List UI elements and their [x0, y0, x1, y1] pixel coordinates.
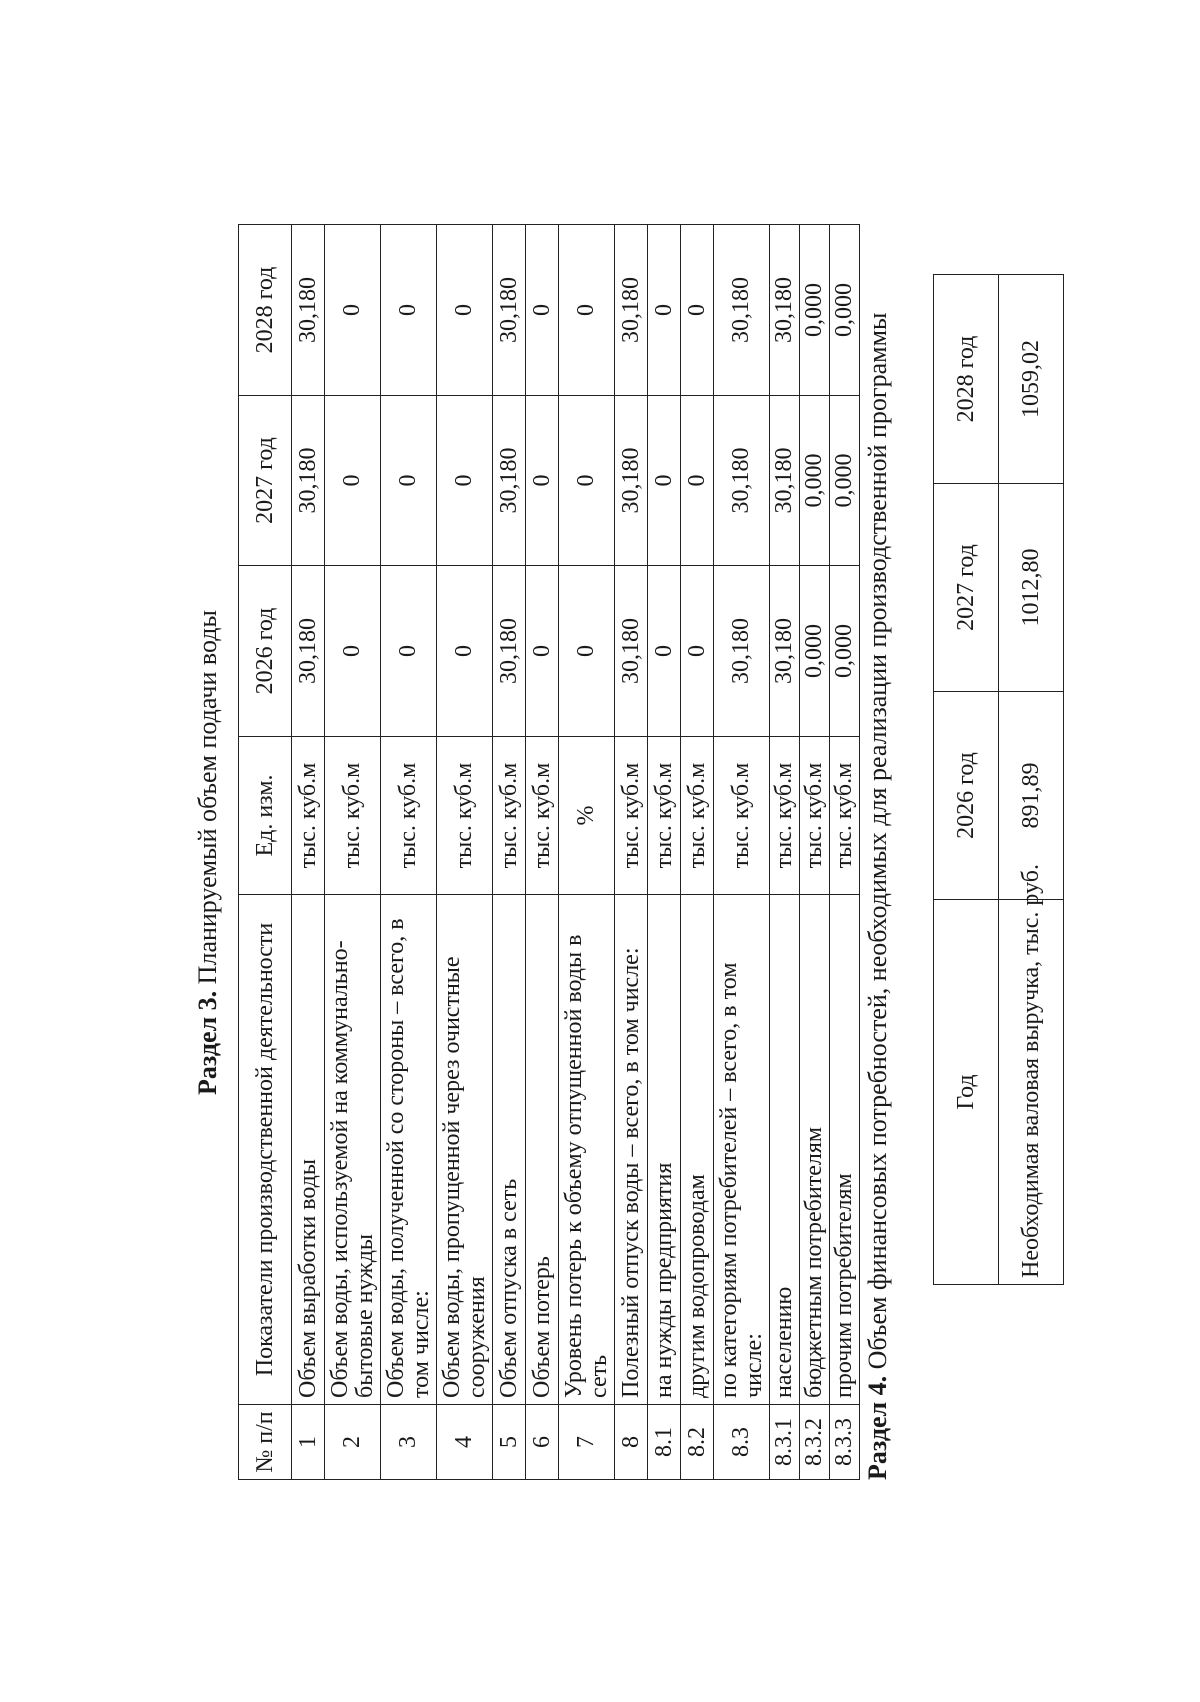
table-row	[648, 225, 681, 1480]
section4-title-number: Раздел 4.	[863, 1375, 892, 1480]
section4-title-text: Объем финансовых потребностей, необходимых для реализации производственной программы	[863, 312, 892, 1376]
row-value-2028: 0	[648, 225, 681, 396]
table-row	[714, 225, 770, 1480]
row-indicator: Объем отпуска в сеть	[493, 895, 526, 1405]
header-number: № п/п	[239, 1405, 292, 1480]
row-unit: тыс. куб.м	[526, 737, 559, 895]
row-value-2027: 0	[437, 396, 493, 566]
header-year: Год	[934, 900, 999, 1285]
row-unit: тыс. куб.м	[681, 737, 714, 895]
row-value-2027: 30,180	[493, 396, 526, 566]
row-value-2026: 30,180	[292, 566, 325, 737]
row-value-2027: 0,000	[830, 396, 860, 566]
revenue-2028: 1059,02	[999, 275, 1064, 484]
row-unit: тыс. куб.м	[770, 737, 800, 895]
row-number: 8.2	[681, 1405, 714, 1480]
row-value-2027: 0	[381, 396, 437, 566]
row-value-2027: 0	[526, 396, 559, 566]
row-value-2026: 0	[325, 566, 381, 737]
row-value-2028: 0	[381, 225, 437, 396]
row-unit: тыс. куб.м	[292, 737, 325, 895]
row-number: 8.3.3	[830, 1405, 860, 1480]
row-value-2026: 0	[526, 566, 559, 737]
row-value-2028: 0,000	[830, 225, 860, 396]
table-row	[325, 225, 381, 1480]
table-row	[800, 225, 830, 1480]
row-value-2028: 30,180	[493, 225, 526, 396]
section3-title	[193, 225, 223, 1480]
table-row	[830, 225, 860, 1480]
row-value-2028: 0	[526, 225, 559, 396]
water-supply-table	[238, 224, 860, 1480]
row-value-2028: 0	[681, 225, 714, 396]
table-header-row	[934, 275, 999, 1285]
row-value-2028: 30,180	[770, 225, 800, 396]
row-unit: тыс. куб.м	[325, 737, 381, 895]
row-value-2026: 30,180	[493, 566, 526, 737]
header-2027: 2027 год	[239, 396, 292, 566]
table-row	[493, 225, 526, 1480]
row-value-2026: 0,000	[800, 566, 830, 737]
row-indicator: Полезный отпуск воды – всего, в том числе:	[615, 895, 648, 1405]
row-value-2028: 30,180	[714, 225, 770, 396]
row-value-2028: 0	[437, 225, 493, 396]
row-unit: тыс. куб.м	[437, 737, 493, 895]
revenue-2026: 891,89	[999, 692, 1064, 900]
row-indicator: Объем воды, пропущенной через очистные сооружения	[437, 895, 493, 1405]
row-value-2026: 30,180	[770, 566, 800, 737]
row-value-2026: 0	[437, 566, 493, 737]
row-indicator: другим водопроводам	[681, 895, 714, 1405]
header-2027: 2027 год	[934, 484, 999, 692]
table-row	[526, 225, 559, 1480]
row-indicator: Объем воды, используемой на коммунально-бытовые нужды	[325, 895, 381, 1405]
row-value-2026: 30,180	[615, 566, 648, 737]
row-value-2026: 0	[681, 566, 714, 737]
section3-title-text: Планируемый объем подачи воды	[193, 610, 222, 991]
table-row	[615, 225, 648, 1480]
row-indicator: Объем воды, полученной со стороны – всего, в том числе:	[381, 895, 437, 1405]
row-unit: тыс. куб.м	[615, 737, 648, 895]
row-value-2027: 0	[559, 396, 615, 566]
row-indicator: по категориям потребителей – всего, в том числе:	[714, 895, 770, 1405]
row-value-2028: 0	[325, 225, 381, 396]
rotated-page-content	[193, 40, 1098, 1480]
row-value-2026: 0	[648, 566, 681, 737]
row-number: 8.1	[648, 1405, 681, 1480]
row-value-2026: 0,000	[830, 566, 860, 737]
row-value-2027: 30,180	[615, 396, 648, 566]
row-number: 4	[437, 1405, 493, 1480]
table-row	[999, 275, 1064, 1285]
row-value-2026: 0	[381, 566, 437, 737]
header-2028: 2028 год	[934, 275, 999, 484]
financial-needs-table	[933, 274, 1064, 1285]
header-unit: Ед. изм.	[239, 737, 292, 895]
row-unit: %	[559, 737, 615, 895]
header-2026: 2026 год	[934, 692, 999, 900]
table-row	[559, 225, 615, 1480]
row-value-2027: 30,180	[292, 396, 325, 566]
table-row	[770, 225, 800, 1480]
row-number: 6	[526, 1405, 559, 1480]
row-value-2026: 0	[559, 566, 615, 737]
row-value-2027: 30,180	[714, 396, 770, 566]
row-value-2027: 0,000	[800, 396, 830, 566]
row-number: 7	[559, 1405, 615, 1480]
row-number: 5	[493, 1405, 526, 1480]
row-indicator: на нужды предприятия	[648, 895, 681, 1405]
row-indicator: прочим потребителям	[830, 895, 860, 1405]
table-row	[292, 225, 325, 1480]
row-value-2028: 0	[559, 225, 615, 396]
row-number: 1	[292, 1405, 325, 1480]
row-number: 8.3.1	[770, 1405, 800, 1480]
row-indicator: бюджетным потребителям	[800, 895, 830, 1405]
header-indicator: Показатели производственной деятельности	[239, 895, 292, 1405]
table-row	[381, 225, 437, 1480]
row-unit: тыс. куб.м	[381, 737, 437, 895]
row-unit: тыс. куб.м	[800, 737, 830, 895]
header-2028: 2028 год	[239, 225, 292, 396]
row-value-2027: 0	[325, 396, 381, 566]
row-indicator: населению	[770, 895, 800, 1405]
row-indicator: Объем потерь	[526, 895, 559, 1405]
row-value-2027: 30,180	[770, 396, 800, 566]
row-value-2028: 30,180	[615, 225, 648, 396]
row-number: 3	[381, 1405, 437, 1480]
section3-title-number: Раздел 3.	[193, 990, 222, 1095]
row-value-2028: 30,180	[292, 225, 325, 396]
row-value-2027: 0	[648, 396, 681, 566]
row-unit: тыс. куб.м	[648, 737, 681, 895]
water-supply-table-body	[292, 225, 860, 1480]
row-number: 2	[325, 1405, 381, 1480]
row-value-2028: 0,000	[800, 225, 830, 396]
row-value-2027: 0	[681, 396, 714, 566]
table-row	[681, 225, 714, 1480]
row-number: 8.3	[714, 1405, 770, 1480]
revenue-2027: 1012,80	[999, 484, 1064, 692]
table-row	[437, 225, 493, 1480]
row-indicator: Уровень потерь к объему отпущенной воды в сеть	[559, 895, 615, 1405]
header-2026: 2026 год	[239, 566, 292, 737]
table-header-row	[239, 225, 292, 1480]
row-number: 8.3.2	[800, 1405, 830, 1480]
row-number: 8	[615, 1405, 648, 1480]
row-unit: тыс. куб.м	[493, 737, 526, 895]
row-unit: тыс. куб.м	[830, 737, 860, 895]
revenue-label: Необходимая валовая выручка, тыс. руб.	[999, 900, 1064, 1285]
row-indicator: Объем выработки воды	[292, 895, 325, 1405]
row-unit: тыс. куб.м	[714, 737, 770, 895]
row-value-2026: 30,180	[714, 566, 770, 737]
section4-title	[863, 312, 893, 1480]
